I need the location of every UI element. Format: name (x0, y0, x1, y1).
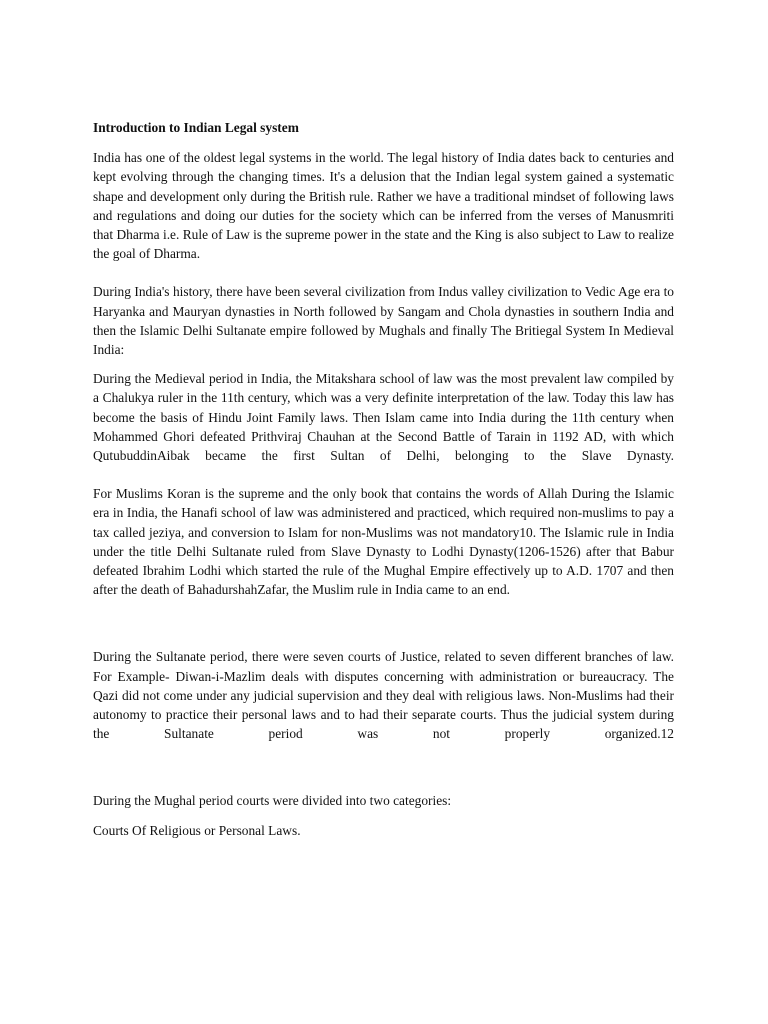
paragraph-medieval: During the Medieval period in India, the Mitakshara school of law was the most prevalent law compiled by a Chalukya ruler in the 11th century, which was a very definite interpretation of the law. Today this law has become the basis of Hindu Joint Family laws. Then Islam came into India during the 11th century when Mohammed Ghori defeated Prithviraj Chauhan at the Second Battle of Tarain in 1192 AD, with which QutubuddinAibak became the first Sultan of Delhi, belonging to the Slave Dynasty. (93, 371, 674, 464)
paragraph-mughal: During the Mughal period courts were divided into two categories: (93, 793, 452, 809)
paragraph-history: During India's history, there have been several civilization from Indus valley civilization to Vedic Age era to Haryanka and Mauryan dynasties in North followed by Sangam and Chola dynasties in southern India and then the Islamic Delhi Sultanate empire followed by Mughals and finally The Britiegal System In Medieval India: (93, 284, 674, 358)
paragraph-courts: Courts Of Religious or Personal Laws. (93, 822, 301, 838)
document-title: Introduction to Indian Legal system (93, 120, 299, 135)
document-page (93, 118, 674, 840)
paragraph-intro: India has one of the oldest legal systems in the world. The legal history of India dates back to centuries and kept evolving through the changing times. It's a delusion that the Indian legal system gained a systematic shape and development only during the British rule. Rather we have a traditional mindset of following laws and regulations and doing our duties for the society which can be inferred from the verses of Manusmriti that Dharma i.e. Rule of Law is the supreme power in the state and the King is also subject to Law to realize the goal of Dharma. (93, 150, 674, 262)
paragraph-islamic-era: For Muslims Koran is the supreme and the only book that contains the words of Allah During the Islamic era in India, the Hanafi school of law was administered and practiced, which required non-muslims to pay a tax called jeziya, and conversion to Islam for non-Muslims was not mandatory10. The Islamic rule in India under the title Delhi Sultanate ruled from Slave Dynasty to Lodhi Dynasty(1206-1526) after that Babur defeated Ibrahim Lodhi which started the rule of the Mughal Empire effectively up to A.D. 1707 and then after the death of BahadurshahZafar, the Muslim rule in India came to an end. (93, 486, 674, 598)
paragraph-sultanate: During the Sultanate period, there were seven courts of Justice, related to seven different branches of law. For Example- Diwan-i-Mazlim deals with disputes concerning with administration or bureaucracy. The Qazi did not come under any judicial supervision and they deal with religious laws. Non-Muslims had their autonomy to practice their personal laws and to had their separate courts. Thus the judicial system during the Sultanate period was not properly organized.12 (93, 649, 674, 742)
